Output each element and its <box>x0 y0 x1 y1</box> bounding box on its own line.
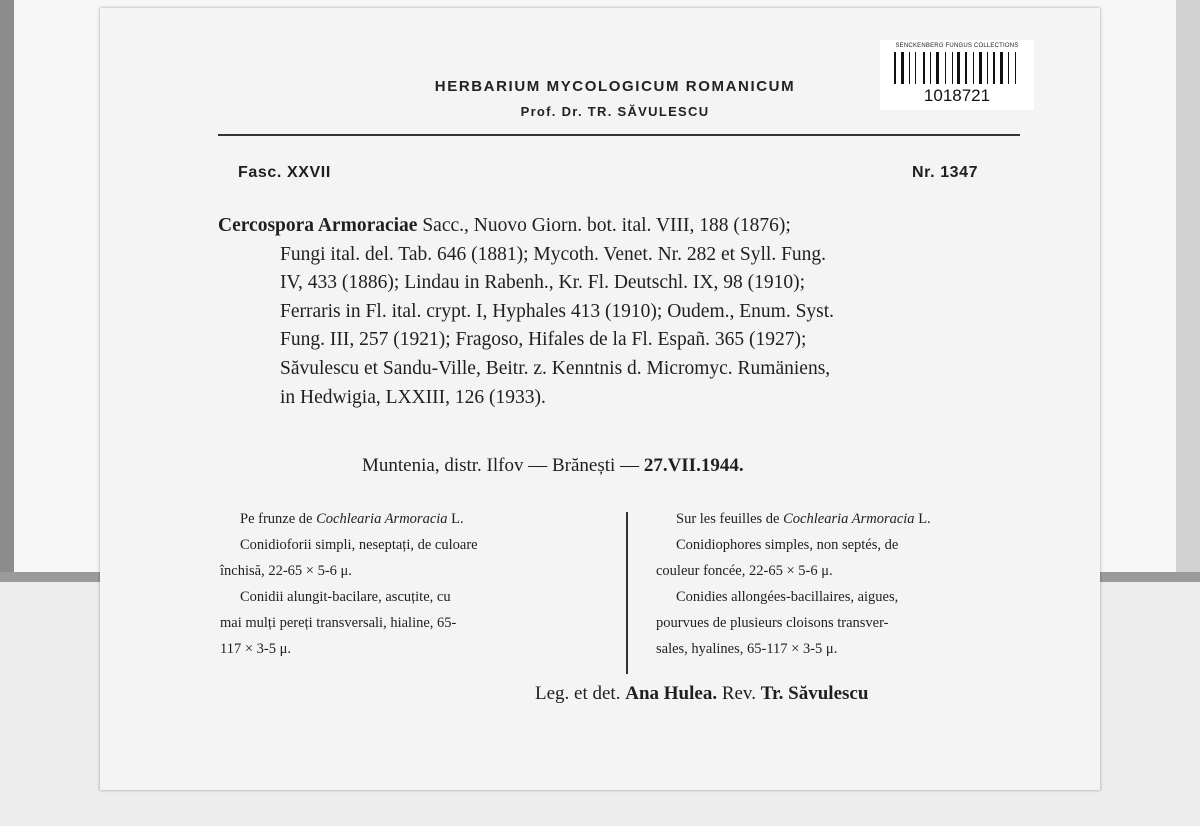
herbarium-director: Prof. Dr. TR. SĂVULESCU <box>520 104 710 119</box>
locality-place: Muntenia, distr. Ilfov — Brănești — <box>362 455 644 476</box>
description-line: mai mulți pereți transversali, hialine, 65- <box>220 615 457 631</box>
rev-prefix: Rev. <box>717 683 761 704</box>
barcode-bar <box>1011 52 1013 84</box>
barcode-bar <box>923 52 925 84</box>
barcode-bar <box>989 52 991 84</box>
barcode-bar <box>945 52 946 84</box>
barcode-bar <box>1000 52 1003 84</box>
description-line: Conidioforii simpli, neseptați, de culoare <box>240 537 478 553</box>
host-line <box>656 506 1040 532</box>
citation-line: Fungi ital. del. Tab. 646 (1881); Mycoth. Venet. Nr. 282 et Syll. Fung. <box>280 243 827 265</box>
column-divider <box>626 512 628 674</box>
barcode-bar <box>1005 52 1006 84</box>
description-line: Conidies allongées-bacillaires, aigues, <box>676 589 899 605</box>
host-prefix: Pe frunze de <box>240 511 317 527</box>
host-line <box>220 506 600 532</box>
sheet-edge <box>0 0 14 578</box>
taxon-name: Cercospora Armoraciae <box>218 215 418 236</box>
barcode-bar <box>948 52 950 84</box>
herbarium-title: HERBARIUM MYCOLOGICUM ROMANICUM <box>434 78 796 95</box>
barcode-bar <box>927 52 928 84</box>
barcode-bar <box>898 52 899 84</box>
host-name: Cochlearia Armoracia <box>783 511 915 527</box>
barcode-bar <box>954 52 955 84</box>
barcode-bar <box>909 52 910 84</box>
description-line: închisă, 22-65 × 5-6 μ. <box>220 563 352 579</box>
barcode-bar <box>1015 52 1016 84</box>
host-suffix: L. <box>447 511 464 527</box>
barcode-caption: SENCKENBERG FUNGUS COLLECTIONS <box>895 43 1019 49</box>
barcode-bar <box>912 52 914 84</box>
barcode-bar <box>941 52 943 84</box>
barcode-bar <box>952 52 953 84</box>
host-suffix: L. <box>914 511 931 527</box>
barcode-bar <box>965 52 967 84</box>
sheet-right-strip <box>1176 0 1200 572</box>
specimen-number: Nr. 1347 <box>912 164 979 181</box>
description-romanian <box>220 506 600 662</box>
barcode-bar <box>936 52 939 84</box>
collector-name: Ana Hulea. <box>625 683 718 704</box>
barcode-bar <box>984 52 985 84</box>
barcode-bar <box>894 52 896 84</box>
barcode-icon <box>894 52 1020 84</box>
barcode-bar <box>997 52 998 84</box>
description-french <box>656 506 1040 662</box>
barcode-bar <box>906 52 907 84</box>
host-name: Cochlearia Armoracia <box>316 511 448 527</box>
barcode-bar <box>987 52 988 84</box>
barcode-bar <box>969 52 971 84</box>
taxon-citation <box>218 212 1028 412</box>
description-line: Conidiophores simples, non septés, de <box>676 537 899 553</box>
barcode-bar <box>973 52 974 84</box>
fascicle-number: Fasc. XXVII <box>238 164 331 181</box>
header-divider <box>218 134 1020 136</box>
barcode-bar <box>930 52 931 84</box>
description-line: pourvues de plusieurs cloisons transver- <box>656 615 889 631</box>
leg-prefix: Leg. et det. <box>535 683 626 704</box>
host-prefix: Sur les feuilles de <box>676 511 784 527</box>
barcode-bar <box>1008 52 1009 84</box>
barcode-bar <box>962 52 963 84</box>
citation-line: IV, 433 (1886); Lindau in Rabenh., Kr. Fl. Deutschl. IX, 98 (1910); <box>280 272 805 294</box>
collector-determiner <box>535 683 1025 705</box>
description-line: 117 × 3-5 μ. <box>220 641 291 657</box>
barcode-label <box>880 40 1034 110</box>
barcode-bar <box>901 52 904 84</box>
barcode-bar <box>918 52 921 84</box>
reviser-name: Tr. Săvulescu <box>760 683 869 704</box>
barcode-bar <box>993 52 995 84</box>
barcode-bar <box>1018 52 1020 84</box>
collection-date: 27.VII.1944. <box>643 455 744 476</box>
barcode-bar <box>915 52 916 84</box>
barcode-bar <box>933 52 934 84</box>
citation-text: Sacc., Nuovo Giorn. bot. ital. VIII, 188 (1876); <box>417 215 791 236</box>
citation-line: Ferraris in Fl. ital. crypt. I, Hyphales 413 (1910); Oudem., Enum. Syst. <box>280 300 835 322</box>
collection-locality <box>362 455 922 477</box>
barcode-number: 1018721 <box>923 86 991 105</box>
citation-line: in Hedwigia, LXXIII, 126 (1933). <box>280 386 546 408</box>
barcode-bar <box>957 52 960 84</box>
barcode-bar <box>976 52 977 84</box>
barcode-bar <box>979 52 982 84</box>
citation-line <box>218 212 1028 241</box>
citation-line: Săvulescu et Sandu-Ville, Beitr. z. Kenntnis d. Micromyc. Rumäniens, <box>280 357 831 379</box>
citation-line: Fung. III, 257 (1921); Fragoso, Hifales de la Fl. Españ. 365 (1927); <box>280 329 807 351</box>
description-line: sales, hyalines, 65-117 × 3-5 μ. <box>656 641 838 657</box>
description-line: couleur foncée, 22-65 × 5-6 μ. <box>656 563 833 579</box>
description-line: Conidii alungit-bacilare, ascuțite, cu <box>240 589 451 605</box>
